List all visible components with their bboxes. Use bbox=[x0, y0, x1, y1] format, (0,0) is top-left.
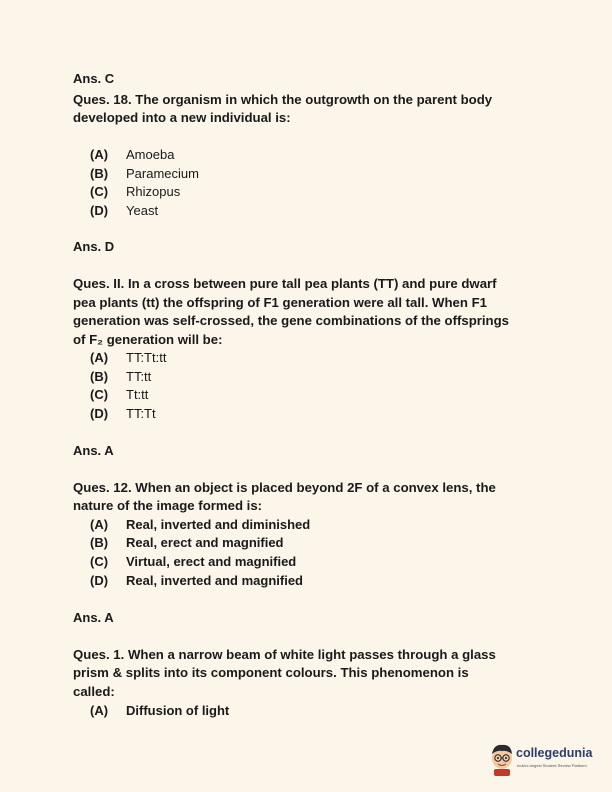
option-text: Real, erect and magnified bbox=[126, 535, 284, 550]
option-text: Real, inverted and diminished bbox=[126, 517, 311, 532]
answer-line: Ans. A bbox=[73, 443, 114, 458]
question-line: of F₂ generation will be: bbox=[73, 332, 223, 347]
question-line: Ques. II. In a cross between pure tall pea plants (TT) and pure dwarf bbox=[73, 276, 497, 291]
option-letter: (C) bbox=[90, 554, 109, 569]
question-line: nature of the image formed is: bbox=[73, 498, 263, 513]
option-text: Rhizopus bbox=[126, 184, 181, 199]
option-letter: (D) bbox=[90, 203, 109, 218]
question-line: developed into a new individual is: bbox=[73, 110, 291, 125]
option-text: Real, inverted and magnified bbox=[126, 573, 303, 588]
question-line: pea plants (tt) the offspring of F1 generation were all tall. When F1 bbox=[73, 295, 487, 310]
option-text: Virtual, erect and magnified bbox=[126, 554, 297, 569]
option-text: TT:tt bbox=[126, 369, 152, 384]
question-line: Ques. 12. When an object is placed beyond 2F of a convex lens, the bbox=[73, 480, 496, 495]
question-line: prism & splits into its component colours. This phenomenon is bbox=[73, 665, 469, 680]
answer-line: Ans. C bbox=[73, 71, 115, 86]
option-letter: (A) bbox=[90, 147, 109, 162]
mascot-icon bbox=[488, 742, 516, 776]
option-text: Diffusion of light bbox=[126, 703, 230, 718]
option-text: Yeast bbox=[126, 203, 159, 218]
question-line: called: bbox=[73, 684, 115, 699]
option-letter: (C) bbox=[90, 387, 109, 402]
collegedunia-logo bbox=[488, 742, 598, 778]
option-letter: (A) bbox=[90, 703, 109, 718]
option-letter: (D) bbox=[90, 406, 109, 421]
option-text: Paramecium bbox=[126, 166, 199, 181]
option-text: TT:Tt:tt bbox=[126, 350, 167, 365]
question-line: generation was self-crossed, the gene combinations of the offsprings bbox=[73, 313, 509, 328]
option-letter: (D) bbox=[90, 573, 109, 588]
answer-line: Ans. D bbox=[73, 239, 115, 254]
question-line: Ques. 18. The organism in which the outgrowth on the parent body bbox=[73, 92, 493, 107]
option-letter: (B) bbox=[90, 369, 109, 384]
option-text: Amoeba bbox=[126, 147, 175, 162]
logo-tagline: India's largest Student Review Platform bbox=[517, 763, 587, 768]
option-letter: (A) bbox=[90, 517, 109, 532]
logo-name: collegedunia bbox=[516, 746, 593, 760]
option-letter: (A) bbox=[90, 350, 109, 365]
question-line: Ques. 1. When a narrow beam of white light passes through a glass bbox=[73, 647, 496, 662]
answer-line: Ans. A bbox=[73, 610, 114, 625]
option-text: Tt:tt bbox=[126, 387, 149, 402]
option-letter: (C) bbox=[90, 184, 109, 199]
option-text: TT:Tt bbox=[126, 406, 156, 421]
option-letter: (B) bbox=[90, 166, 109, 181]
option-letter: (B) bbox=[90, 535, 109, 550]
